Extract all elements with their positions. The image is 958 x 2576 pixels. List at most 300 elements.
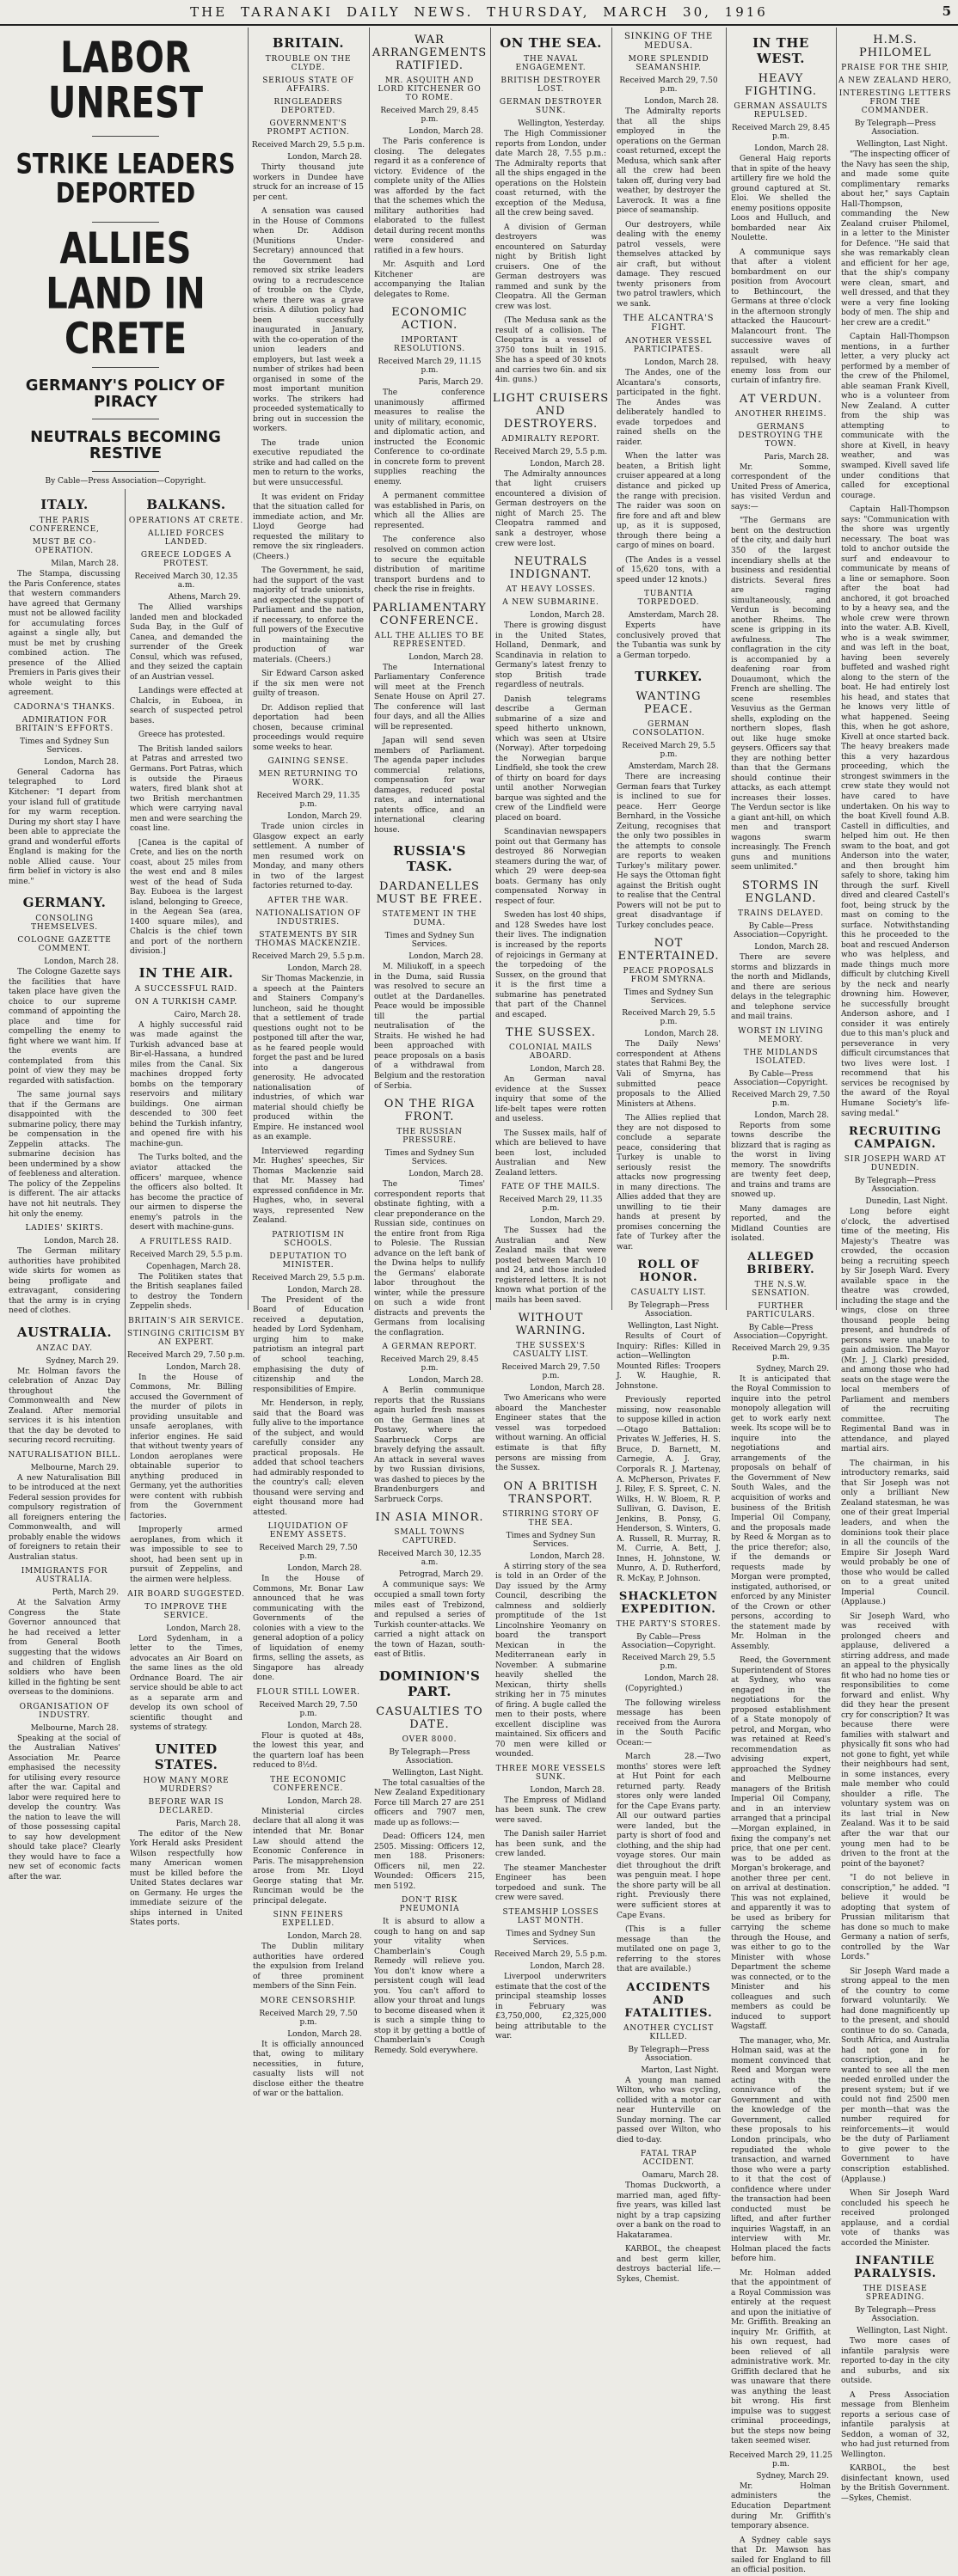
received-line: Received March 29, 7.50 p.m. — [619, 76, 718, 94]
sub-heading: BRITAIN'S AIR SERVICE. — [128, 1316, 244, 1325]
sub-heading: ORGANISATION OF INDUSTRY. — [19, 1702, 110, 1720]
received-line: Received March 29, 5.5 p.m. — [251, 952, 365, 961]
section-heading: AUSTRALIA. — [16, 1324, 113, 1340]
sub-heading: LIQUIDATION OF ENEMY ASSETS. — [267, 1522, 349, 1540]
sub-heading: FURTHER PARTICULARS. — [746, 1301, 815, 1319]
section-heading: CASUALTIES TO DATE. — [376, 1704, 483, 1731]
paragraph: The Government, he said, had the support of the vast majority of trade unionists, and expected the support of Parliament and the nation, if necessary, to enforce the full powers of the Executive in maintaining the production of war materials. (Cheers.) — [253, 566, 364, 664]
dateline: London, March 28. — [408, 952, 483, 962]
paragraph: "The Germans are bent on the destruction of the city, and daily hurl 350 of the largest incendiary shells at the business and residential districts. Several fires are raging simultaneously, and Verdun is becoming another Rheims. The scene is gripping in its awfulness. The conflagration in the city is accompanied by a deafening roar from Douaumont, which the French are shelling. The scene resembles Vesuvius as the German shells, exploding on the northern slopes, flash out like huge smoke geysers. Officers say that they are nothing better than that the Germans should continue their attacks, as each attempt increases their losses. The Verdun sector is like a giant ant-hill, on which men and transport wagons swarm increasingly. The French guns and munitions seem unlimited." — [731, 517, 831, 872]
paragraph: Thirty thousand jute workers in Dundee have struck for an increase of 15 per cent. — [253, 163, 364, 202]
dateline: London, March 28. — [530, 459, 605, 468]
headline-allies-crete: ALLIES LAND IN CRETE — [46, 223, 206, 364]
paragraph: A division of German destroyers was encountered on Saturday night by British light cruisers. One of the German destroyers was rammed and sunk by the Cleopatra. All the German crew was lost. — [495, 223, 606, 311]
section-heading: UNITED STATES. — [154, 1741, 218, 1772]
received-line: Received March 29, 11.35 p.m. — [499, 1196, 603, 1214]
dateline: London, March 29. — [287, 812, 362, 822]
dateline: Paris, March 28. — [764, 452, 829, 462]
sub-heading: THE NAVAL ENGAGEMENT. — [515, 55, 586, 72]
paragraph: The Cologne Gazette says the facilities that have taken place have given the choice to our supreme command of appointing the place and time for compelling the enemy to fight where we want him. If the events are contemplated from this point of view they may be regarded with satisfaction. — [9, 968, 120, 1086]
paragraph: The High Commissioner reports from London, under date March 28, 7.55 p.m.: The Admiralty reports that all the ships engaged in the operations on the Holstein coast returned, with the exception of the Medusa, all the crew being saved. — [495, 130, 606, 218]
sub-heading: BRITISH DESTROYER LOST. — [500, 76, 601, 94]
paragraph: Mr. Somme, correspondent of the United Press of America, has visited Verdun and says:— — [731, 462, 831, 511]
sub-heading: ON A TURKISH CAMP. — [134, 997, 238, 1007]
section-heading: TURKEY. — [635, 669, 703, 685]
section-heading: THE ALCANTRA'S FIGHT. — [623, 314, 715, 333]
byline: Times and Sydney Sun Services. — [384, 1149, 475, 1167]
section-heading: HEAVY FIGHTING. — [744, 72, 818, 98]
paragraph: A stirring story of the sea is told in an Order of the Day issued by the Army Council, describing the calmness and soldierly promptitude of the 1st Lincolnshire Yeomanry on board the transport Mexican in the Mediterranean early in November. A submarine heavily shelled the Mexican, thirty shells striking her in 75 minutes of firing. A bugle called the men to their posts, where excellent discipline was maintained. Six officers and 70 men were killed or wounded. — [495, 1562, 606, 1759]
dateline: London, March 28. — [530, 1065, 605, 1074]
paragraph: Lord Sydenham, in a letter to the Times, advocates an Air Board on the same lines as the old Ordnance Board. The air service should be able to act as a separate arm and develop its own school of scientific thought and systems of strategy. — [130, 1634, 243, 1733]
paragraph: The Sussex mails, half of which are believed to have been lost, included Australian and New Zealand letters. — [495, 1129, 606, 1178]
paragraph: A sensation was caused in the House of Commons when Dr. Addison (Munitions Under-Secretary) announced that the Government had removed six strike leaders owing to a recrudescence of trouble on the Clyde, where there was a grave crisis. A dilution policy had been successfully inaugurated in January, with the co-operation of the union leaders and employers, but last week a number of strikes had been organised in some of the most important munition works. The strikers had proceeded systematically to bring out in succession the workers. — [253, 207, 364, 434]
dateline: London, March 28. — [287, 2029, 362, 2039]
sub-heading: ANOTHER VESSEL PARTICIPATES. — [625, 337, 712, 355]
byline: By Cable—Press Association—Copyright. — [734, 1069, 828, 1087]
sub-heading: STIRRING STORY OF THE SEA. — [502, 1509, 599, 1527]
dateline: Paris, March 28. — [175, 1819, 241, 1828]
paragraph: The Sussex had the Australian and New Zealand mails that were posted between March 10 and 24, and those included registered letters. It is not known what portion of the mails has been saved. — [495, 1227, 606, 1305]
sub-heading: ANZAC DAY. — [36, 1343, 93, 1353]
paragraph: Long before eight o'clock, the advertised time of the meeting, His Majesty's Theatre was crowded, the occasion being a recruiting speech by Sir Joseph Ward. Every available space in the theatre was crowded, including the stage and the wings, close on three thousand people being present, and hundreds of persons were unable to gain admission. The Mayor (Mr. J. J. Clark) presided, and among those who had seats on the stage were the local members of Parliament and members of the recruiting committee. The Regimental Band was in attendance, and played martial airs. — [841, 1208, 949, 1454]
paragraph: Results of Court of Inquiry: Rifles: Killed in action—Wellington Mounted Rifles: Troopers J. W. Haughie, R. Johnstone. — [617, 1332, 721, 1391]
paragraph: Two Americans who were aboard the Manchester Engineer states that the vessel was torpedoed without warning. An official estimate is that fifty persons are missing from the Sussex. — [495, 1394, 606, 1473]
paragraph: The Dublin military authorities have ordered the expulsion from Ireland of three prominent members of the Sinn Fein. — [253, 1943, 364, 1992]
paragraph: [Canea is the capital of Crete, and lies on the north coast, about 25 miles from the west end and 8 miles west of the head of Suda Bay. Euboea is the largest island, belonging to Greece, in the Aegean Sea (area, 1400 square miles), and Chalcis is the chief town and port of the northern division.] — [130, 838, 243, 957]
sub-heading: GERMAN ASSAULTS REPULSED. — [734, 102, 828, 119]
paragraph: The conference unanimously affirmed measures to realise the unity of military, economic, and diplomatic action, and instructed the Economic Conference to co-ordinate in concrete form to prevent supplies reaching the enemy. — [374, 389, 485, 486]
dateline: London, March 28. — [754, 144, 829, 153]
paragraph: Dead: Officers 124, men 2505. Missing: Officers 12, men 188. Prisoners: Officers nil, men 22. Wounded: Officers 215, men 5192. — [374, 1833, 485, 1891]
sub-heading: THE RUSSIAN PRESSURE. — [396, 1128, 463, 1146]
paragraph: The British landed sailors at Patras and arrested two Germans. Port Patras, which is outside the Piraeus waters, fired blank shot at two British merchantmen which were carrying naval men and were searching the coast line. — [130, 744, 243, 834]
dateline: Dunedin, Last Night. — [865, 1197, 948, 1207]
sub-heading: CADORNA'S THANKS. — [14, 702, 115, 712]
paragraph: A Berlin communique reports that the Russians again hurled fresh masses on the German lines at Postawy, where the Saarbrueck Corps are bravely defying the assault. An attack in several waves by two Russian divisions, was dashed to pieces by the Brandenburgers and Sarbrueck Corps. — [374, 1386, 485, 1504]
sub-heading: HOW MANY MORE MURDERS? — [143, 1776, 230, 1794]
dateline: Cairo, March 28. — [174, 1010, 241, 1019]
section-heading: IN ASIA MINOR. — [375, 1511, 484, 1525]
paragraph: Mr. Holman added that the appointment of a Royal Commission was entirely at the request and upon the initiative of Mr. Griffith. Breaking an inquiry Mr. Griffith, at his own request, had been relieved of all administrative work. Mr. Griffith declared that he was unaware that there was anything the least bit wrong. His first impulse was to suggest criminal proceedings, but the steps now being taken seemed wiser. — [731, 2268, 831, 2446]
sub-heading: ADMIRALTY REPORT. — [501, 434, 600, 444]
paragraph: The Admiralty announces that light cruisers encountered a division of German destroyers on the night of March 25. The Cleopatra rammed and sank a destroyer, whose crew were lost. — [495, 469, 606, 548]
sub-heading: SINN FEINERS EXPELLED. — [273, 1911, 344, 1929]
sub-heading: CASUALTY LIST. — [630, 1288, 707, 1298]
byline: By Cable—Press Association—Copyright. — [45, 477, 206, 486]
paragraph: Interviewed regarding Mr. Hughes' speeches, Sir Thomas Mackenzie said that Mr. Massey had expressed confidence in Mr. Hughes, who, in several ways, represented New Zealand. — [253, 1147, 364, 1226]
sub-heading: AFTER THE WAR. — [267, 896, 349, 905]
masthead — [0, 0, 958, 26]
byline: Times and Sydney Sun Services. — [384, 932, 475, 950]
sub-heading: OPERATIONS AT CRETE. — [128, 517, 244, 526]
sub-heading: GERMAN DESTROYER SUNK. — [499, 98, 603, 115]
paragraph: The Turks bolted, and the aviator attacked the officers' marquee, whence the officers also bolted. It has become the practice of our airmen to disperse the enemy's patrols in the desert with machine-guns. — [130, 1153, 243, 1233]
column-rule — [726, 28, 727, 1310]
dateline: London, March 28. — [287, 1721, 362, 1730]
received-line: Received March 29, 5.5 p.m. — [494, 1950, 608, 1959]
received-line: Received March 29, 8.45 p.m. — [380, 107, 479, 124]
paragraph: Danish telegrams describe a German submarine of a size and speed hitherto unknown, which was seen at Utsire (Norway). After torpedoing the Norwegian barque Lindfield, she took the crew of thirty on board for days until another Norwegian barque was sighted and the crew of the Lindfield were placed on board. — [495, 694, 606, 823]
sub-heading: GAINING SENSE. — [267, 757, 349, 767]
section-heading: DOMINION'S PART. — [378, 1667, 481, 1699]
section-heading: WANTING PEACE. — [636, 690, 702, 717]
sub-heading: GERMANS DESTROYING THE TOWN. — [738, 422, 824, 449]
paragraph: Dr. Addison replied that deportation had been chosen, because criminal proceedings would require some weeks to hear. — [253, 703, 364, 752]
paragraph: The Allied warships landed men and blockaded Suda Bay, in the Gulf of Canea, and demanded the surrender of the Greek Consul, which was refused, and they seized the captain of an Austrian vessel. — [130, 603, 243, 682]
sub-heading: SMALL TOWNS CAPTURED. — [394, 1528, 465, 1546]
dateline: Marton, Last Night. — [641, 2065, 719, 2075]
paragraph: Landings were effected at Chalcis, in Euboea, in search of suspected petrol bases. — [130, 687, 243, 725]
divider — [92, 136, 159, 137]
sub-heading: GOVERNMENT'S PROMPT ACTION. — [267, 119, 350, 137]
dateline: London, March 28. — [408, 652, 483, 662]
sub-heading: AIR BOARD SUGGESTED. — [127, 1589, 245, 1599]
sub-heading: THE MIDLANDS ISOLATED. — [743, 1048, 819, 1066]
section-heading: SINKING OF THE MEDUSA. — [623, 32, 714, 51]
column-rule — [369, 28, 370, 1310]
section-heading: ECONOMIC ACTION. — [391, 306, 468, 333]
paragraph: March 28.—Two months' stores were left at Hut Point for each returned party. Ready stores only were landed for the Cape Evans party. All our outward parties were landed, but the party is short of food and clothing, and the ship had voyage stores. Our main diet throughout the drift was penguin meat. I hope the shore party will be all right. Previously there were sufficient stores at Cape Evans. — [617, 1753, 721, 1920]
divider — [92, 222, 159, 223]
column-on-the-sea — [492, 28, 610, 2041]
paragraph: When the latter was beaten, a British light cruiser appeared at a long distance and picked up the range with precision. The raider was soon on fire fore and aft and blew up, as it is supposed, through there being a cargo of mines on board. — [617, 452, 721, 551]
dateline: London, March 28. — [44, 1237, 119, 1246]
advert-text: KARBOL, the cheapest and best germ killer, destroys bacterial life.—Sykes, Chemist. — [617, 2245, 721, 2284]
paragraph: Speaking at the social of the Australian Natives' Association Mr. Pearce emphasised the necessity for utilising every resource after the war. Capital and labor were required here to develop the country. Was the nation to leave the will of those possessing capital to say how development should take place? Clearly they would have to face a new set of economic facts after the war. — [9, 1734, 120, 1882]
dateline: London, March 28. — [530, 1384, 605, 1393]
dateline: London, March 28. — [287, 1932, 362, 1942]
received-line: Received March 29, 7.50 p.m. — [501, 1363, 600, 1381]
received-line: Received March 29, 7.50 p.m. — [259, 1700, 358, 1718]
paragraph: Scandinavian newspapers point out that Germany has destroyed 86 Norwegian steamers during the war, of which 29 were deep-sea boats. Germany has only compensated Norway in respect of four. — [495, 828, 606, 906]
section-heading: SHACKLETON EXPEDITION. — [618, 1590, 719, 1617]
paragraph: Captain Hall-Thompson mentions, in a further letter, a very plucky act performed by a member of the crew of the Philomel, able seaman Frank Kivell, who is a volunteer from New Zealand. A cutter from the ship was attempting to communicate with the shore at Kivell, in heavy weather, and was swamped. Kivell saved life under conditions that called for exceptional courage. — [841, 333, 949, 500]
dateline: London, March 28. — [644, 1674, 719, 1684]
section-heading: BALKANS. — [146, 497, 226, 513]
sub-heading: CONSOLING THEMSELVES. — [31, 915, 98, 933]
paragraph: A permanent committee was established in Paris, on which all the Allies are represented. — [374, 492, 485, 530]
dateline: London, March 28. — [530, 1551, 605, 1561]
received-line: Received March 29, 11.15 p.m. — [378, 358, 482, 376]
page-columns — [5, 28, 953, 2575]
advert-text: KARBOL, the best disinfectant known, used by the British Government.—Sykes, Chemist. — [841, 2464, 949, 2503]
section-heading: ROLL OF HONOR. — [637, 1258, 700, 1285]
paragraph: The Empress of Midland has been sunk. The crew were saved. — [495, 1796, 606, 1825]
paragraph: The Daily News' correspondent at Athens states that Rahmi Bey, the Vali of Smyrna, has submitted peace proposals to the Allied Ministers at Athens. — [617, 1040, 721, 1109]
received-line: Received March 29, 5.5 p.m. — [622, 1009, 715, 1027]
sub-heading: MEN RETURNING TO WORK. — [258, 770, 359, 788]
dateline: Sydney, March 29. — [46, 1356, 119, 1366]
sub-heading: STATEMENTS BY SIR THOMAS MACKENZIE. — [255, 931, 361, 948]
sub-heading: ADMIRATION FOR BRITAIN'S EFFORTS. — [15, 715, 114, 733]
dateline: London, March 28. — [530, 611, 605, 621]
column-rule — [611, 28, 612, 1310]
paragraph: Two more cases of infantile paralysis were reported to-day in the city and suburbs, and six outside. — [841, 2337, 949, 2386]
received-line: Received March 29, 5.5 p.m. — [622, 742, 715, 760]
section-heading: ALLEGED BRIBERY. — [746, 1250, 815, 1276]
dateline: London, March 28. — [644, 358, 719, 368]
paragraph: In the House of Commons, Mr. Bonar Law announced that he was communicating with the Governments of the colonies with a view to the general adoption of a policy of liquidation of enemy firms, selling the assets, as Singapore has already done. — [253, 1575, 364, 1683]
paragraph: Sweden has lost 40 ships, and 128 Swedes have lost their lives. The indignation is increased by the reports of rejoicings in Germany at the torpedoing of the Sussex, on the ground that it is the first time a submarine has penetrated that part of the Channel and escaped. — [495, 911, 606, 1019]
sub-heading: FATAL TRAP ACCIDENT. — [640, 2150, 697, 2168]
sub-heading: STEAMSHIP LOSSES LAST MONTH. — [502, 1908, 599, 1925]
sub-heading: A NEW ZEALAND HERO, — [838, 76, 952, 85]
lead-story-column — [5, 28, 246, 1928]
sub-heading: INTERESTING LETTERS FROM THE COMMANDER. — [838, 89, 952, 115]
dateline: London, March 28. — [408, 127, 483, 136]
dateline: London, March 28. — [530, 1785, 605, 1795]
section-heading: AT VERDUN. — [739, 392, 823, 406]
dateline: Melbourne, March 29. — [30, 1463, 119, 1472]
paragraph: A Press Association message from Blenheim reports a serious case of infantile paralysis at Seddon, a woman of 32, who had just returned from Wellington. — [841, 2390, 949, 2459]
advert-text: It is absurd to allow a cough to hang on and sap your vitality when Chamberlain's Cough Remedy will relieve you. You don't know where a persistent cough will lead you. You can't afford to allow your throat and lungs to become diseased when it is such a simple thing to stop it by getting a bottle of Chamberlain's Cough Remedy. Sold everywhere. — [374, 1918, 485, 2055]
section-heading: LIGHT CRUISERS AND DESTROYERS. — [492, 391, 610, 431]
paragraph: The Admiralty reports that all the ships employed in the operations on the German coast returned, except the Medusa, which sank after all the crew had been taken off, during very bad weather, by destroyer the Laverock. It was a fine piece of seamanship. — [617, 107, 721, 216]
byline: Times and Sydney Sun Services. — [623, 988, 714, 1007]
sub-heading: MUST BE CO-OPERATION. — [32, 538, 97, 556]
column-war-arrangements — [371, 28, 488, 2055]
sub-heading: THE DISEASE SPREADING. — [863, 2285, 928, 2303]
paragraph: A new Naturalisation Bill to be introduced at the next Federal session provides for compulsory registration of all foreigners entering the Commonwealth, and will probably enable the widows of foreigners to retain their Australian status. — [9, 1473, 120, 1562]
received-line: Received March 29, 11.25 p.m. — [729, 2451, 832, 2469]
dateline: Amsterdam, March 28. — [628, 611, 719, 621]
column-rule — [836, 28, 837, 1310]
column-in-the-west — [728, 28, 834, 2575]
byline: Times and Sydney Sun Services. — [506, 1531, 596, 1549]
paragraph: (Copyrighted.) — [625, 1685, 683, 1694]
dateline: London, March 28. — [530, 1962, 605, 1971]
column-britain — [249, 28, 367, 2099]
paragraph: There are severe storms and blizzards in the north and Midlands, and there are serious delays in the telegraphic and telephone service and mail trains. — [731, 953, 831, 1022]
paragraph: The International Parliamentary Conference will meet at the French Senate House on April 27. The conference will last four days, and all the Allies will be represented. — [374, 663, 485, 731]
section-heading: ON THE SEA. — [500, 35, 602, 51]
sub-heading: MR. ASQUITH AND LORD KITCHENER GO TO ROME. — [378, 76, 482, 102]
paragraph: The conference also resolved on common action to secure the equitable distribution of maritime transport burdens and to check the rise in freights. — [374, 535, 485, 595]
paragraph: It is officially announced that, owing to military necessities, in future, casualty lists will not disclose either the theatre of war or the battalion. — [253, 2040, 364, 2099]
sub-heading: PEACE PROPOSALS FROM SMYRNA. — [623, 967, 715, 985]
paragraph: In the House of Commons, Mr. Billing accused the Government of the murder of pilots in providing unsuitable and unsafe aeroplanes, with inferior engines. He said that without twenty years of London aeroplanes were obtainable superior to anything produced in Germany, yet the authorities were content with rubbish from the Government factories. — [130, 1373, 243, 1521]
column-rule — [125, 489, 126, 1521]
sub-heading: TO IMPROVE THE SERVICE. — [144, 1602, 228, 1620]
section-heading: NOT ENTERTAINED. — [617, 937, 720, 964]
paragraph: Mr. Holman administers the Education Department during Mr. Griffith's temporary absence. — [731, 2481, 831, 2531]
sub-heading: ANOTHER CYCLIST KILLED. — [623, 2023, 715, 2041]
dateline: London, March 28. — [644, 1030, 719, 1039]
paragraph: Sir Edward Carson asked if the six men were not guilty of treason. — [253, 670, 364, 699]
paragraph: Experts have conclusively proved that the Tubantia was sunk by a German torpedo. — [617, 621, 721, 660]
byline: By Telegraph—Press Association. — [628, 2045, 709, 2063]
paragraph: Many damages are reported, and the Midland Counties are isolated. — [731, 1204, 831, 1244]
received-line: Received March 30, 12.35 a.m. — [378, 1550, 482, 1568]
paragraph: A communique says that after a violent bombardment on our position from Avocourt to Bethincourt, the Germans at three o'clock in the afternoon strongly attacked the Haucourt-Malancourt front. The successive waves of assault were all repulsed, with heavy enemy loss from our curtain of infantry fire. — [731, 248, 831, 386]
sub-heading: ALL THE ALLIES TO BE REPRESENTED. — [374, 631, 485, 649]
paragraph: Mr. Asquith and Lord Kitchener are accompanying the Italian delegates to Rome. — [374, 260, 485, 299]
dateline: Perth, March 29. — [52, 1588, 119, 1598]
section-heading: IN THE AIR. — [138, 964, 234, 981]
section-heading: BRITAIN. — [272, 35, 345, 51]
paragraph: A highly successful raid was made against the Turkish advanced base at Bir-el-Hassana, a hundred miles from the Canal. Six machines dropped forty bombs on the temporary reservoirs and military buildings. One airman descended to 300 feet behind the Turkish infantry, and opened fire with his machine-gun. — [130, 1020, 243, 1148]
paragraph: Ministerial circles declare that all along it was intended that Mr. Bonar Law should attend the Economic Conference in Paris. The misapprehension arose from Mr. Lloyd George stating that Mr. Runciman would be the principal delegate. — [253, 1807, 364, 1906]
section-heading: PARLIAMENTARY CONFERENCE. — [372, 601, 487, 627]
sub-heading: AT HEAVY LOSSES. — [506, 585, 596, 595]
byline: By Telegraph—Press Association. — [389, 1747, 470, 1765]
byline: By Telegraph—Press Association. — [854, 1177, 937, 1195]
paragraph: Previously reported missing, now reasonable to suppose killed in action—Otago Battalion: Privates W. Jefferies, H. S. Bruce, D. Barnett, M. Carnegie, A. J. Gray, Corporals R. J. Martenay, A. McPherson, Privates F. J. Riley, F. S. Spreet, C. N. Wilks, H. W. Bloem, R. P. Sullivan, G. Davison, E. Jenkins, B. Ponsy, G. Henderson, S. Winters, G. A. Russell, R. Murray, R. M. Currie, A. Bett, J. Innes, H. Johnstone, W. Munro, A. D. Rutherford, R. McKay, P. Johnson. — [617, 1396, 721, 1583]
dateline: London, March 28. — [408, 1170, 483, 1179]
sub-heading: SERIOUS STATE OF AFFAIRS. — [262, 76, 354, 94]
dateline: London, March 28. — [754, 1111, 829, 1120]
paragraph: (The Medusa sank as the result of a collision. The Cleopatra is a vessel of 3750 tons built in 1915. She has a speed of 30 knots and carries two 6in. and six 4in. guns.) — [495, 316, 606, 385]
section-heading: DARDANELLES MUST BE FREE. — [376, 880, 483, 907]
section-heading: NEUTRALS INDIGNANT. — [509, 555, 593, 582]
divider — [92, 367, 159, 368]
dateline: London, March 28. — [166, 1362, 241, 1372]
dateline: Oamaru, March 28. — [642, 2171, 719, 2181]
paragraph: A communique says: We occupied a small town forty miles east of Trebizond, and repulsed a series of Turkish counter-attacks. We carried a night attack on the town of Hazan, south-east of Bitlis. — [374, 1581, 485, 1660]
paragraph: When Sir Joseph Ward concluded his speech he received prolonged applause, and a cordial vote of thanks was accorded the Minister. — [841, 2189, 949, 2248]
headline-neutrals: NEUTRALS BECOMING RESTIVE — [30, 428, 221, 463]
received-line: Received March 29, 11.35 p.m. — [256, 792, 360, 810]
paragraph: The Paris conference is closing. The delegates regard it as a conference of victory. Evidence of the complete unity of the Allies was afforded by the fact that the schemes which the military authorities had elaborated to the fullest detail during recent months were considered and ratified in a few hours. — [374, 138, 485, 255]
paragraph: Our destroyers, while dealing with the enemy patrol vessels, were themselves attacked by air craft, but without damage. They rescued twenty prisoners from two patrol trawlers, which we sank. — [617, 220, 721, 309]
paragraph: "The inspecting officer of the Navy has seen the ship, and made some quite complimentary remarks about her," says Captain Hall-Thompson, commanding the New Zealand cruiser Philomel, in a letter to the Minister for Defence. "He said that she was remarkably clean and efficient for her age, that the ship's company were clean, smart, and well dressed, and that they were a very fine looking body of men. The ship and her crew are a credit." — [841, 150, 949, 327]
dateline: London, March 28. — [287, 1564, 362, 1574]
paragraph: M. Miliukoff, in a speech in the Duma, said Russia was resolved to secure an outlet at the Dardanelles. Peace would be impossible till the partial neutralisation of the Straits. He wished he had been approached with peace proposals on a basis of a withdrawal from Belgium and the restoration of Serbia. — [374, 963, 485, 1091]
paragraph: The editor of the New York Herald asks President Wilson respectfully how many American women must be killed before the United States declares war on Germany. He urges the immediate seizure of the ships interned in United States ports. — [130, 1829, 243, 1928]
dateline: Amsterdam, March 28. — [628, 762, 719, 772]
dateline: London, March 28. — [644, 97, 719, 106]
paragraph: The Andes, one of the Alcantara's consorts, participated in the fight. The Andes was deliberately handled to evade torpedoes and rained shells on the raider. — [617, 369, 721, 447]
sub-heading: COLONIAL MAILS ABOARD. — [509, 1043, 593, 1062]
column-medusa — [613, 28, 724, 2284]
headline-labor-unrest: LABOR UNREST — [47, 34, 204, 128]
paragraph: Sir Joseph Ward, who was received with prolonged cheers and applause, delivered a stirring address, and made an appeal to the physically fit who had no home ties or responsibilities to come forward and enlist. Why did they hear the present cry for conscription? It was because there were families with stalwart and physically fit sons who had not gone to fight, yet while their neighbours had sent, in some instances, every male member who could shoulder a rifle. The voluntary system was on its last trial in New Zealand. Was it to be said after the war that our young men had to be driven to the front at the point of the bayonet? — [841, 1612, 949, 1869]
received-line: Received March 29, 5.5 p.m. — [251, 1273, 365, 1282]
received-line: Received March 29, 7.50 p.m. — [126, 1350, 246, 1360]
section-heading: IN THE WEST. — [752, 35, 809, 66]
dateline: Wellington, Last Night. — [628, 1322, 719, 1331]
received-line: Received March 29, 8.45 p.m. — [731, 124, 831, 141]
paragraph: Japan will send seven members of Parliament. The agenda paper includes commercial relations, compensation for war damages, reduced postal rates, and international patents office, and an international clearing house. — [374, 737, 485, 835]
received-line: Received March 29, 7.50 p.m. — [731, 1090, 831, 1108]
dateline: Wellington, Last Night. — [857, 140, 948, 149]
paragraph: Flour is quoted at 48s, the lowest this year, and the quartern loaf has been reduced to 8½d. — [253, 1731, 364, 1771]
sub-heading: GREECE LODGES A PROTEST. — [140, 551, 232, 569]
dateline: Copenhagen, March 28. — [146, 1262, 241, 1271]
paragraph: The same journal says that if the Germans are disappointed with the submarine policy, there may be compensation in the Zeppelin attacks. The submarine decision has been undermined by a show of feebleness and alteration. The policy of the Zeppelins is different. The air attacks have not hit neutrals. They hit only the enemy. — [9, 1091, 120, 1219]
column-rule — [490, 28, 491, 1310]
headline-strike-leaders: STRIKE LEADERS DEPORTED — [15, 148, 236, 211]
paragraph: A young man named Wilton, who was cycling, collided with a motor car near Hunterville on Sunday morning. The car passed over Wilton, who died to-day. — [617, 2076, 721, 2145]
paragraph: There are increasing German fears that Turkey is inclined to sue for peace. Herr George Bernhard, in the Vossiche Zeitung, recognises that the only two possibles in the attempts to console are reports to weaken Turkey's military power. He says the Ottoman fight against the British ought to realise that the Central Powers will not be put to great disadvantage if Turkey concludes peace. — [617, 773, 721, 930]
byline: By Cable—Press Association—Copyright. — [734, 1323, 828, 1341]
sub-heading: RINGLEADERS DEPORTED. — [273, 98, 343, 115]
byline: By Cable—Press Association—Copyright. — [621, 1633, 716, 1651]
received-line: Received March 29, 5.5 p.m. — [251, 141, 365, 150]
dateline: Milan, March 28. — [51, 560, 119, 569]
paragraph: The chairman, in his introductory remarks, said that Sir Joseph was not only a brilliant New Zealand statesman, he was one of their great Imperial leaders, and when the dominions took their place in all the councils of the Empire Sir Joseph Ward would probably be one of those who would be called on to a great united Imperial Council. (Applause.) — [841, 1459, 949, 1607]
received-line: Received March 29, 5.5 p.m. — [622, 1654, 715, 1672]
sub-heading: A NEW SUBMARINE. — [502, 598, 599, 608]
byline: By Cable—Press Association—Copyright. — [734, 922, 828, 939]
dateline: Athens, March 29. — [168, 593, 241, 603]
section-heading: ITALY. — [40, 497, 89, 513]
dateline: London, March 29. — [530, 1216, 605, 1226]
byline: By Telegraph—Press Association. — [854, 2306, 937, 2324]
section-heading: STORMS IN ENGLAND. — [742, 879, 820, 905]
sub-heading: STINGING CRITICISM BY AN EXPERT. — [127, 1329, 245, 1347]
column-rule — [248, 28, 249, 1310]
paragraph: Improperly armed aeroplanes, from which it was impossible to see to shoot, had been sent up in pursuit of Zeppelins, and the airmen were helpless. — [130, 1526, 243, 1584]
sub-heading: A GERMAN REPORT. — [382, 1343, 477, 1352]
paragraph: At the Salvation Army Congress the State Governor announced that he had received a letter from General Booth suggesting that the widows and children of English soldiers who have been killed in the fighting be sent overseas to the dominions. — [9, 1599, 120, 1698]
paragraph: Mr. Holman favors the celebration of Anzac Day throughout the Commonwealth and New Zealand. After memorial services it is his intention that the day be devoted to securing record recruiting. — [9, 1367, 120, 1446]
paragraph: The President of the Board of Education received a deputation, headed by Lord Sydenham, urging him to make patriotism an integral part of school teaching, emphasising the duty of citizenship and the responsibilities of Empire. — [253, 1295, 364, 1394]
section-heading: ON A BRITISH TRANSPORT. — [503, 1479, 599, 1506]
paragraph: It was evident on Friday that the situation called for immediate action, and Mr. Lloyd George had requested the military to remove the six ringleaders. (Cheers.) — [253, 493, 364, 561]
dateline: London, March 28. — [287, 1285, 362, 1294]
paragraph: The steamer Manchester Engineer has been torpedoed and sunk. The crew were saved. — [495, 1863, 606, 1903]
sub-heading: SIR JOSEPH WARD AT DUNEDIN. — [844, 1155, 947, 1173]
paragraph: (This is a fuller message than the mutilated one on page 3, referring to the stores that are available.) — [617, 1925, 721, 1974]
sub-heading: MORE SPLENDID SEAMANSHIP. — [628, 55, 709, 72]
sub-heading: ANOTHER RHEIMS. — [734, 409, 827, 419]
sub-heading: THE SUSSEX'S CASUALTY LIST. — [513, 1342, 589, 1360]
sub-heading: ALLIED FORCES LANDED. — [147, 529, 225, 548]
sub-heading: IMPORTANT RESOLUTIONS. — [393, 336, 466, 354]
sub-heading: A FRUITLESS RAID. — [139, 1237, 233, 1246]
paragraph: The Politiken states that the British seaplanes failed to destroy the Tondern Zeppelin sheds. — [130, 1272, 243, 1312]
received-line: Received March 30, 12.35 a.m. — [134, 572, 238, 590]
paragraph: General Cadorna has telegraphed to Lord Kitchener: "I depart from your island full of gratitude for my warm reception. During my short stay I have been able to appreciate the grand and wonderful efforts England is making for the noble Allied cause. Your firm belief in victory is also mine." — [9, 768, 120, 886]
paragraph: The Stampa, discussing the Paris Conference, states that western commanders have agreed that Germany must not be allowed facility for accumulating forces against a single ally, but must be met by crushing combined action. The presence of the Allied Premiers in Paris gives their whole weight to this agreement. — [9, 570, 120, 698]
paragraph: There is growing disgust in the United States, Holland, Denmark, and Scandinavia in relation to Germany's latest frenzy to stop British trade regardless of neutrals. — [495, 621, 606, 690]
section-heading: ON THE RIGA FRONT. — [384, 1098, 476, 1124]
sub-heading: FATE OF THE MAILS. — [500, 1183, 601, 1192]
dateline: Sydney, March 29. — [756, 2471, 829, 2481]
dateline: London, March 28. — [44, 757, 119, 767]
advert-heading: DON'T RISK PNEUMONIA — [399, 1896, 460, 1914]
sub-heading: DEPUTATION TO MINISTER. — [269, 1251, 347, 1270]
section-heading: RUSSIA'S TASK. — [393, 843, 466, 875]
sub-heading: LADIES' SKIRTS. — [25, 1224, 104, 1233]
byline: Times and Sydney Sun Services. — [506, 1930, 596, 1947]
paragraph: The Allies replied that they are not disposed to conclude a separate peace, considering that Turkey is unable to seriously resist the attacks now progressing in many directions. The Allies added that they are unwilling to tie their hands at present by promises concerning the fate of Turkey after the war. — [617, 1114, 721, 1251]
paragraph: Sir Joseph Ward made a strong appeal to the men of the country to come forward voluntarily. We had done magnificently up to the present, and should continue to do so. Canada, South Africa, and Australia had not gone in for conscription, and he wanted to see all the men needed enrolled under the present system; but if we could not find 2500 men per month—that was the number required for reinforcements—it would be the duty of Parliament to give power to the Government to have conscription established. (Applause.) — [841, 1967, 949, 2184]
paragraph: Trade union circles in Glasgow expect an early settlement. A number of men resumed work on Monday, and many others in two of the largest factories returned to-day. — [253, 823, 364, 891]
received-line: Received March 29, 7.50 p.m. — [259, 1544, 358, 1562]
masthead-title: THE TARANAKI DAILY NEWS. THURSDAY, MARCH 30, 1916 — [190, 4, 768, 20]
dateline: Wellington, Last Night. — [857, 2327, 948, 2336]
dateline: London, March 28. — [287, 153, 362, 162]
dateline: Paris, March 29. — [418, 378, 483, 388]
paragraph: Mr. Henderson, in reply, said that the Board was fully alive to the importance of the subject, and would carefully consider any practical proposals. He added that school teachers had admirably responded to the country's call; eleven thousand were serving and eight thousand more had attested. — [253, 1399, 364, 1517]
sub-heading: COLOGNE GAZETTE COMMENT. — [17, 936, 112, 954]
sub-heading: IMMIGRANTS FOR AUSTRALIA. — [21, 1567, 108, 1585]
sub-heading: FLOUR STILL LOWER. — [256, 1687, 360, 1697]
column-philomel — [838, 28, 953, 2503]
received-line: Received March 29, 9.35 p.m. — [731, 1343, 831, 1361]
paragraph: General Haig reports that in spite of the heavy artillery fire we hold the ground captured at St. Eloi. We shelled the enemy positions opposite Loos and Hulluch, and bombarded near Aix Noulette. — [731, 155, 831, 243]
dateline: London, March 28. — [44, 958, 119, 967]
byline: Times and Sydney Sun Services. — [20, 737, 109, 755]
sub-heading: TROUBLE ON THE CLYDE. — [265, 55, 352, 72]
paragraph: The total casualties of the New Zealand Expeditionary Force till March 27 are 251 officers and 7907 men, made up as follows:— — [374, 1778, 485, 1827]
received-line: Received March 29, 7.50 p.m. — [259, 2009, 358, 2027]
section-heading: INFANTILE PARALYSIS. — [853, 2255, 937, 2281]
paragraph: Sir Thomas Mackenzie, in a speech at the Painters and Stainers Company's luncheon, said he thought that a settlement of trade questions ought not to be postponed till after the war, as he feared people would forget the past and be lured into a dangerous generosity. He advocated nationalisation of industries, of which war material should chiefly be produced within the Empire. He instanced wool as an example. — [253, 975, 364, 1142]
